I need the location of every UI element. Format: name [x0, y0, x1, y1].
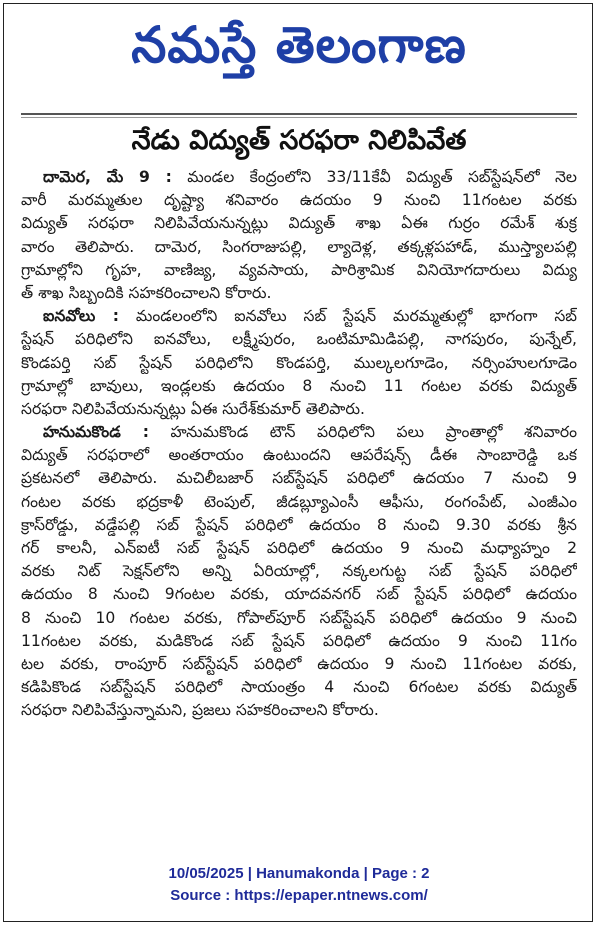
- article-line: [21, 676, 577, 699]
- article-headline: నేడు విద్యుత్ సరఫరా నిలిపివేత: [131, 125, 467, 156]
- article-line: [21, 699, 577, 722]
- masthead-title: నమస్తే తెలంగాణ: [131, 15, 467, 74]
- article-line: [21, 607, 577, 630]
- article-line: [21, 398, 577, 421]
- article-line: [21, 491, 577, 514]
- article-line-text: మండలంలోని ఐనవోలు సబ్ స్టేషన్ మరమ్మతుల్లో భాగంగా సబ్: [118, 307, 577, 326]
- article-line: [21, 444, 577, 467]
- article-line-text: ఉదయం 8 నుంచి 9గంటల వరకు, యాదవనగర్ సబ్ స్టేషన్ పరిధిలో ఉదయం: [21, 585, 577, 604]
- article-paragraph: [21, 166, 577, 305]
- article-line: [21, 560, 577, 583]
- article-line: [21, 653, 577, 676]
- article-line: [21, 259, 577, 282]
- article-line-text: విద్యుత్ సరఫరా నిలిపివేయనున్నట్లు విద్యుత్ శాఖ ఏఈ గుర్రం రమేశ్ శుక్ర: [21, 214, 577, 233]
- article-line: [21, 421, 577, 444]
- article-paragraph: [21, 421, 577, 722]
- article-line: [21, 583, 577, 606]
- article-body: [21, 166, 577, 723]
- article-line-text: సరఫరా నిలిపివేయనున్నట్లు ఏఈ సురేశ్‌కుమార్ తెలిపారు.: [21, 399, 365, 418]
- article-line: [21, 352, 577, 375]
- article-line-text: వారం తెలిపారు. దామెర, సింగరాజుపల్లి, ల్యాదెళ్ల, తక్కళ్లపహాడ్, ముస్త్యాలపల్లి: [21, 237, 577, 256]
- clipping-top-rule-thin: [21, 117, 577, 118]
- article-line: [21, 189, 577, 212]
- article-paragraph: [21, 305, 577, 421]
- article-line-text: గంటల వరకు భద్రకాళీ టెంపుల్, జీడబ్ల్యూఎంసీ ఆఫీసు, రంగంపేట్, ఎంజీఎం: [21, 492, 577, 511]
- article-line-text: ప్రకటనలో తెలిపారు. మచిలీబజార్ సబ్‌స్టేషన్ పరిధిలో ఉదయం 7 నుంచి 9: [21, 469, 577, 488]
- article-line: [21, 467, 577, 490]
- clipping-top-rule: [21, 113, 577, 115]
- article-line: [21, 305, 577, 328]
- article-line: [21, 630, 577, 653]
- article-line-text: విద్యుత్ సరఫరాలో అంతరాయం ఉంటుందని ఆపరేషన్స్ డీఈ సాంబారెడ్డి ఒక: [21, 446, 577, 465]
- article-line-text: టల వరకు, రాంపూర్ సబ్‌స్టేషన్ పరిధిలో ఉదయం 9 నుంచి 11గంటల వరకు,: [21, 654, 577, 673]
- article-line-text: క్రాస్‌రోడ్డు, వడ్డేపల్లి సబ్ స్టేషన్ పరిధిలో ఉదయం 8 నుంచి 9.30 వరకు శ్రీన: [21, 515, 577, 534]
- article-line: [21, 514, 577, 537]
- article-line: [21, 282, 577, 305]
- article-line-text: కడిపికొండ సబ్‌స్టేషన్ పరిధిలో సాయంత్రం 4 నుంచి 6గంటల వరకు విద్యుత్: [21, 678, 577, 697]
- dateline: దామెర, మే 9 :: [43, 168, 172, 186]
- article-line-text: వారీ మరమ్మతుల దృష్ట్యా శనివారం ఉదయం 9 నుంచి 11గంటల వరకు: [21, 191, 577, 210]
- article-line-text: మండల కేంద్రంలోని 33/11కేవీ విద్యుత్ సబ్‌స్టేషన్‌లో నెల: [171, 168, 577, 186]
- article-line-text: సరఫరా నిలిపివేస్తున్నామని, ప్రజలు సహకరించాలని కోరారు.: [21, 701, 379, 720]
- article-line-text: స్టేషన్ పరిధిలోని ఐనవోలు, లక్ష్మీపురం, ఒంటిమామిడిపల్లి, నాగపురం, పున్నేల్,: [21, 330, 577, 349]
- article-line: [21, 166, 577, 189]
- article-line: [21, 328, 577, 351]
- newspaper-masthead: [0, 12, 598, 80]
- article-line-text: గ్రామాల్లో బావులు, ఇండ్లలకు ఉదయం 8 నుంచి 11 గంటల వరకు విద్యుత్: [21, 376, 577, 395]
- dateline: హనుమకొండ :: [43, 423, 149, 442]
- article-line-text: హనుమకొండ టౌన్ పరిధిలోని పలు ప్రాంతాల్లో శనివారం: [148, 423, 577, 442]
- footer-date-edition-page: 10/05/2025 | Hanumakonda | Page : 2: [168, 865, 430, 882]
- article-line: [21, 236, 577, 259]
- article-line-text: 8 నుంచి 10 గంటల వరకు, గోపాల్‌పూర్ సబ్‌స్టేషన్ పరిధిలో ఉదయం 9 నుంచి: [21, 608, 577, 627]
- article-line: [21, 212, 577, 235]
- article-line-text: గ్రామాల్లోని గృహ, వాణిజ్య, వ్యవసాయ, పారిశ్రామిక వినియోగదారులు విద్యు: [21, 260, 577, 279]
- article-line-text: 11గంటల వరకు, మడికొండ సబ్ స్టేషన్ పరిధిలో ఉదయం 9 నుంచి 11గం: [21, 631, 577, 650]
- article-line-text: త్ శాఖ సిబ్బందికి సహకరించాలని కోరారు.: [21, 283, 272, 302]
- footer-source-url[interactable]: Source : https://epaper.ntnews.com/: [170, 887, 428, 904]
- article-line-text: గర్ కాలనీ, ఎన్ఐటీ సబ్ స్టేషన్ పరిధిలో ఉదయం 9 నుంచి మధ్యాహ్నం 2: [21, 539, 577, 557]
- article-line-text: కొండపర్తి సబ్ స్టేషన్ పరిధిలోని కొండపర్తి, ముల్కలగూడెం, నర్సింహులగూడెం: [21, 353, 577, 372]
- dateline: ఐనవోలు :: [43, 307, 119, 326]
- article-line-text: వరకు నిట్ సెక్షన్‌లోని అన్ని ఏరియాల్లో, నక్కలగుట్ట సబ్ స్టేషన్ పరిధిలో: [21, 562, 577, 581]
- article-line: [21, 375, 577, 398]
- article-line: [21, 537, 577, 560]
